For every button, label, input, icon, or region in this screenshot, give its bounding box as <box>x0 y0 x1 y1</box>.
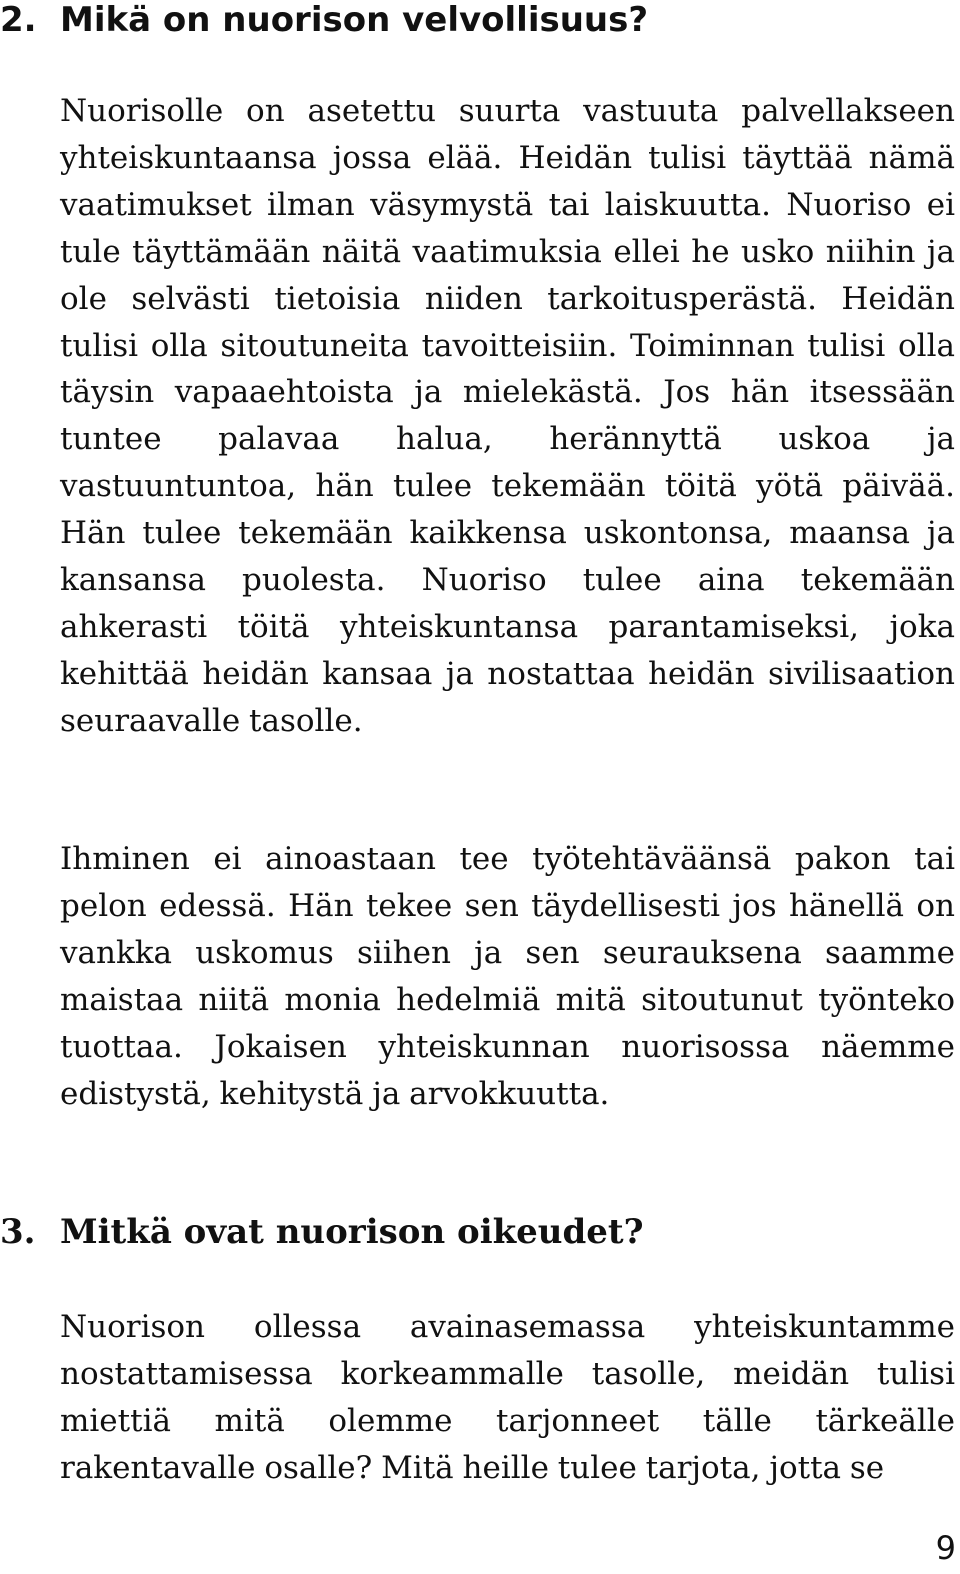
section-3-title: Mitkä ovat nuorison oikeudet? <box>60 1212 644 1252</box>
section-2-paragraph-2: Ihminen ei ainoastaan tee työtehtäväänsä pakon tai pelon edessä. Hän tekee sen täydellisesti jos hänellä on vankka uskomus siihen ja sen seurauksena saamme maistaa niitä monia hedelmiä mitä sitoutunut työnteko tuottaa. Jokaisen yhteiskunnan nuorisossa näemme edistystä, kehitystä ja arvokkuutta. <box>60 841 955 1112</box>
section-3-heading <box>0 1212 644 1252</box>
page-number: 9 <box>935 1529 956 1567</box>
section-3-number: 3. <box>0 1212 36 1252</box>
section-2-heading <box>0 0 648 40</box>
section-3-paragraph-1: Nuorison ollessa avainasemassa yhteiskuntamme nostattamisessa korkeammalle tasolle, meidän tulisi miettiä mitä olemme tarjonneet tälle tärkeälle rakentavalle osalle? Mitä heille tulee tarjota, jotta se <box>60 1309 955 1486</box>
section-2-paragraph-1: Nuorisolle on asetettu suurta vastuuta palvellakseen yhteiskuntaansa jossa elää. Heidän tulisi täyttää nämä vaatimukset ilman väsymystä tai laiskuutta. Nuoriso ei tule täyttämään näitä vaatimuksia ellei he usko niihin ja ole selvästi tietoisia niiden tarkoitusperästä. Heidän tulisi olla sitoutuneita tavoitteisiin. Toiminnan tulisi olla täysin vapaaehtoista ja mielekästä. Jos hän itsessään tuntee palavaa halua, herännyttä uskoa ja vastuuntuntoa, hän tulee tekemään töitä yötä päivää. Hän tulee tekemään kaikkensa uskontonsa, maansa ja kansansa puolesta. Nuoriso tulee aina tekemään ahkerasti töitä yhteiskuntansa parantamiseksi, joka kehittää heidän kansaa ja nostattaa heidän sivilisaation seuraavalle tasolle. <box>60 93 955 739</box>
section-2-number: 2. <box>0 0 37 40</box>
section-2-title: Mikä on nuorison velvollisuus? <box>60 0 649 40</box>
